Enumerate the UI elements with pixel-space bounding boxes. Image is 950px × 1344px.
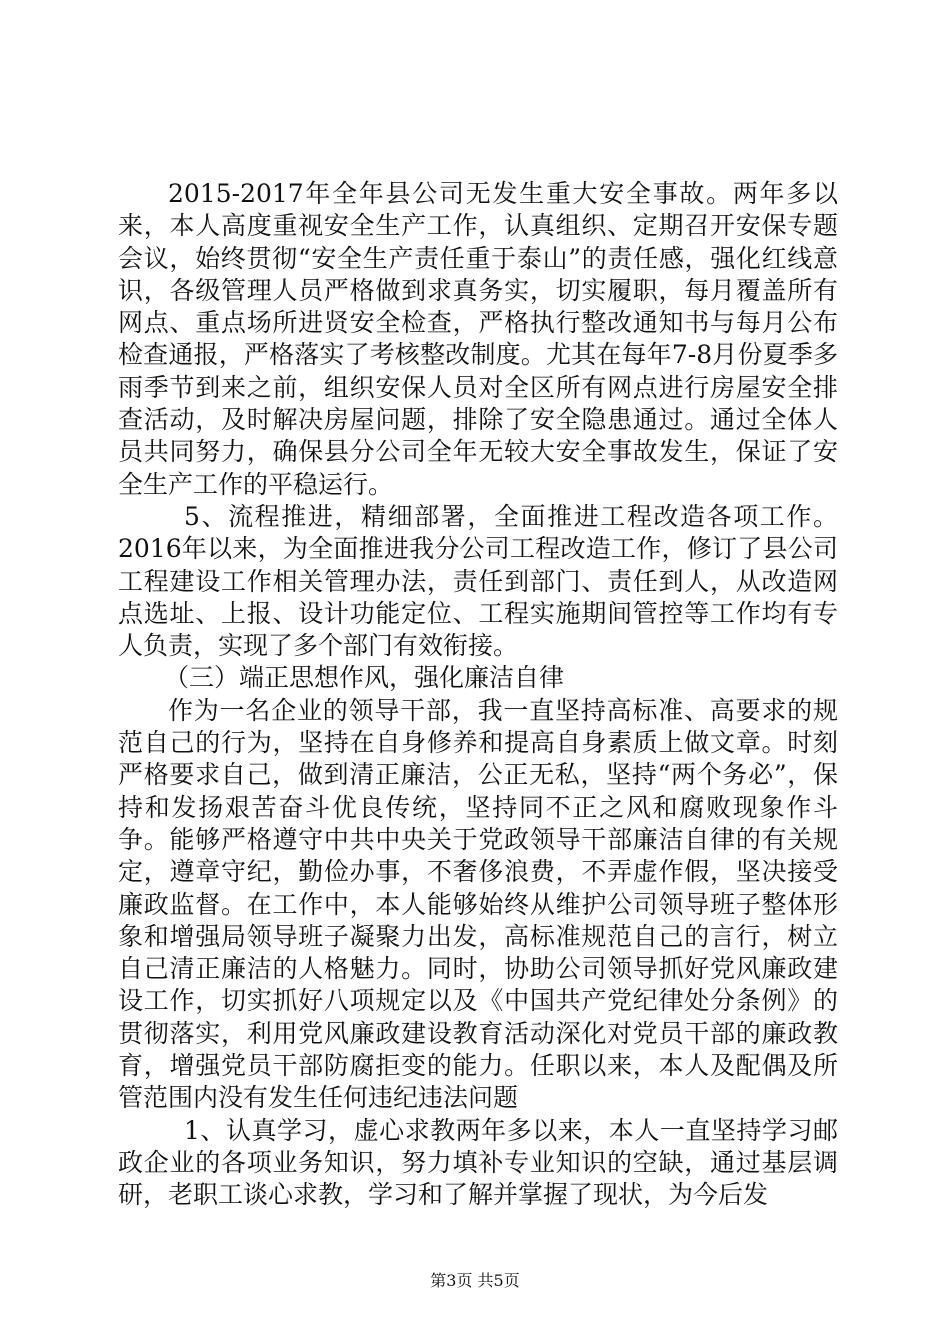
- section-heading-integrity: （三）端正思想作风，强化廉洁自律: [164, 663, 565, 693]
- page-number-footer: 第3页 共5页: [430, 1271, 520, 1290]
- document-body: [118, 178, 838, 1212]
- paragraph-engineering: 5、流程推进，精细部署，全面推进工程改造各项工作。2016年以来，为全面推进我分公司工程改造工作，修订了县公司工程建设工作相关管理办法，责任到部门、责任到人，从改造网点选址、上报、设计功能定位、工程实施期间管控等工作均有专人负责，实现了多个部门有效衔接。: [118, 501, 838, 661]
- paragraph-safety: 2015-2017年全年县公司无发生重大安全事故。两年多以来，本人高度重视安全生产工作，认真组织、定期召开安保专题会议，始终贯彻“安全生产责任重于泰山”的责任感，强化红线意识，各级管理人员严格做到求真务实，切实履职，每月覆盖所有网点、重点场所进贤安全检查，严格执行整改通知书与每月公布检查通报，严格落实了考核整改制度。尤其在每年7-8月份夏季多雨季节到来之前，组织安保人员对全区所有网点进行房屋安全排查活动，及时解决房屋问题，排除了安全隐患通过。通过全体人员共同努力，确保县分公司全年无较大安全事故发生，保证了安全生产工作的平稳运行。: [118, 179, 838, 499]
- paragraph-study: 1、认真学习，虚心求教两年多以来，本人一直坚持学习邮政企业的各项业务知识，努力填补专业知识的空缺，通过基层调研，老职工谈心求教，学习和了解并掌握了现状，为今后发: [118, 1115, 838, 1210]
- paragraph-integrity: 作为一名企业的领导干部，我一直坚持高标准、高要求的规范自己的行为，坚持在自身修养和提高自身素质上做文章。时刻严格要求自己，做到清正廉洁，公正无私，坚持“两个务必”，保持和发扬艰苦奋斗优良传统，坚持同不正之风和腐败现象作斗争。能够严格遵守中共中央关于党政领导干部廉洁自律的有关规定，遵章守纪，勤俭办事，不奢侈浪费，不弄虚作假，坚决接受廉政监督。在工作中，本人能够始终从维护公司领导班子整体形象和增强局领导班子凝聚力出发，高标准规范自己的言行，树立自己清正廉洁的人格魅力。同时，协助公司领导抓好党风廉政建设工作，切实抓好八项规定以及《中国共产党纪律处分条例》的贯彻落实，利用党风廉政建设教育活动深化对党员干部的廉政教育，增强党员干部防腐拒变的能力。任职以来，本人及配偶及所管范围内没有发生任何违纪违法问题: [118, 695, 838, 1113]
